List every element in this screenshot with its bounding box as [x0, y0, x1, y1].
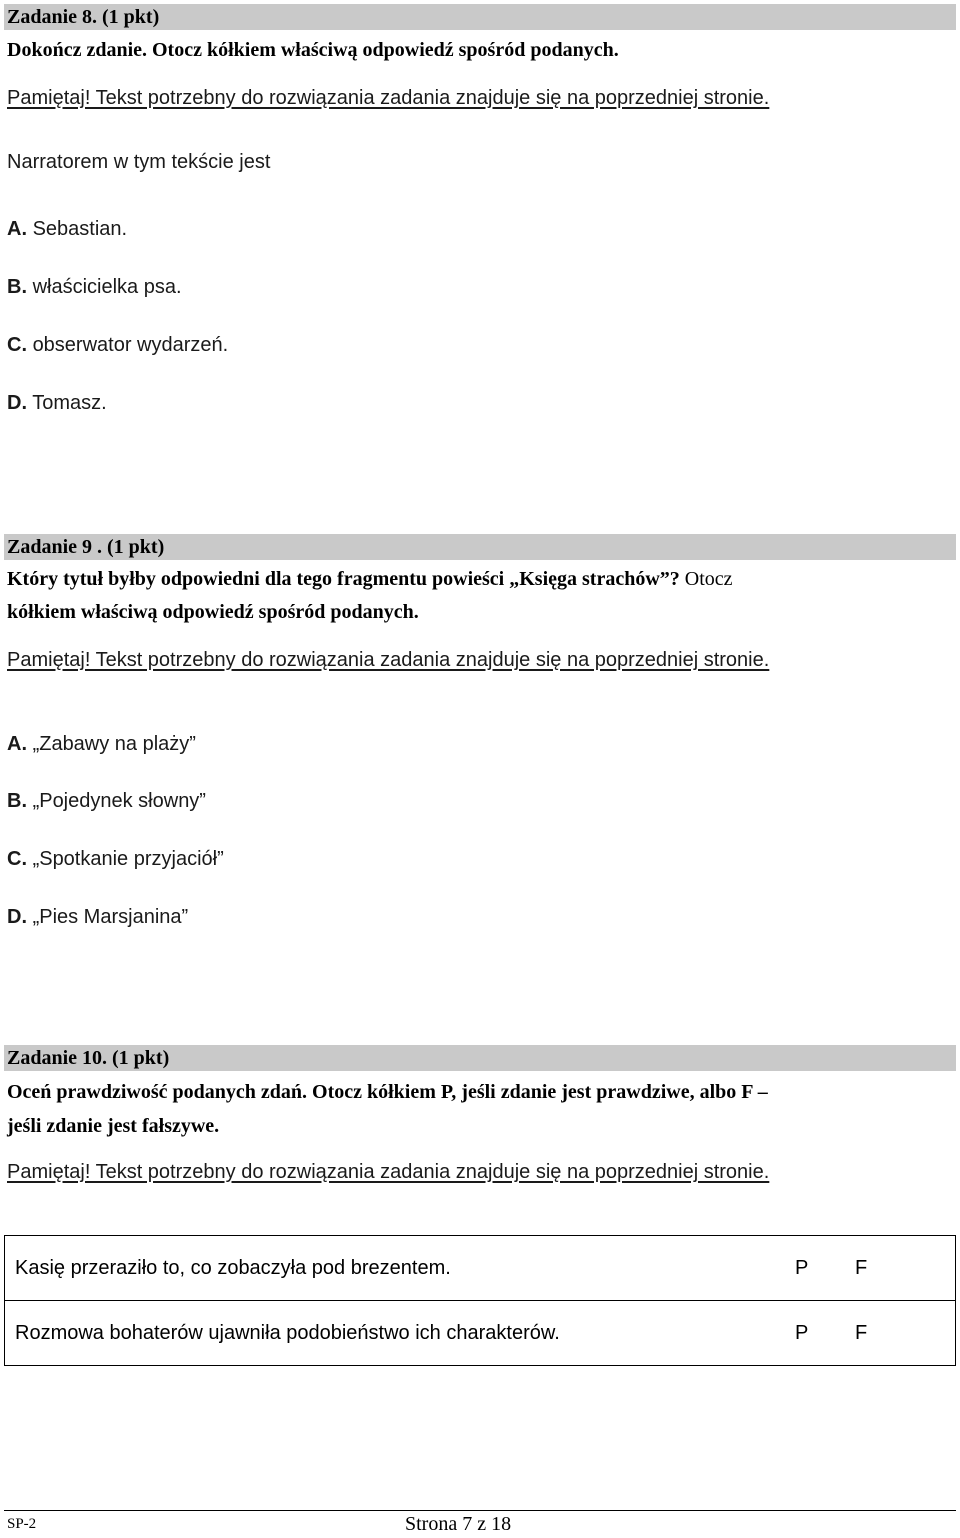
option-letter: D. [7, 392, 27, 414]
statement-cell: Rozmowa bohaterów ujawniła podobieństwo ich charakterów. [5, 1301, 786, 1366]
option-letter: C. [7, 334, 27, 356]
option-text: Tomasz. [32, 392, 107, 414]
true-false-table [4, 1235, 956, 1366]
answer-f[interactable]: F [855, 1256, 868, 1279]
answer-f[interactable]: F [855, 1321, 868, 1344]
task8-reminder-text: Pamiętaj! Tekst potrzebny do rozwiązania zadania znajduje się na poprzedniej stronie. [7, 87, 770, 109]
page-number: Strona 7 z 18 [405, 1513, 512, 1535]
answer-cell [785, 1301, 956, 1366]
task9-reminder [7, 647, 769, 673]
task9-instruction-bold: Który tytuł byłby odpowiedni dla tego fragmentu powieści „Księga strachów”? [7, 568, 680, 590]
option-text: „Spotkanie przyjaciół” [32, 848, 224, 870]
answer-p[interactable]: P [795, 1321, 809, 1344]
task8-option-c[interactable] [7, 332, 228, 358]
option-letter: B. [7, 790, 27, 812]
task8-option-b[interactable] [7, 274, 182, 300]
task10-reminder-text: Pamiętaj! Tekst potrzebny do rozwiązania zadania znajduje się na poprzedniej stronie. [7, 1161, 770, 1183]
answer-p[interactable]: P [795, 1256, 809, 1279]
task8-header: Zadanie 8. (1 pkt) [4, 4, 956, 30]
answer-cell [785, 1236, 956, 1301]
task10-header: Zadanie 10. (1 pkt) [4, 1045, 956, 1071]
task8-reminder [7, 85, 769, 111]
task8-instruction: Dokończ zdanie. Otocz kółkiem właściwą odpowiedź spośród podanych. [7, 39, 619, 61]
option-text: obserwator wydarzeń. [32, 334, 229, 356]
option-text: właścicielka psa. [32, 276, 182, 298]
task9-instruction [7, 563, 957, 595]
table-row [5, 1301, 956, 1366]
task9-reminder-text: Pamiętaj! Tekst potrzebny do rozwiązania zadania znajduje się na poprzedniej stronie. [7, 649, 770, 671]
footer-divider [4, 1510, 956, 1511]
task9-instruction-rest: Otocz [679, 568, 733, 590]
exam-code: SP-2 [7, 1516, 37, 1532]
task10-reminder [7, 1159, 769, 1185]
option-text: „Zabawy na plaży” [32, 733, 196, 755]
task9-instruction-line2: kółkiem właściwą odpowiedź spośród podanych. [7, 601, 419, 623]
option-letter: B. [7, 276, 27, 298]
task9-header: Zadanie 9 . (1 pkt) [4, 534, 956, 560]
option-letter: C. [7, 848, 27, 870]
option-letter: A. [7, 733, 27, 755]
task9-option-c[interactable] [7, 846, 224, 872]
task9-option-b[interactable] [7, 788, 206, 814]
task9-option-d[interactable] [7, 904, 188, 930]
option-text: „Pies Marsjanina” [32, 906, 189, 928]
option-text: „Pojedynek słowny” [32, 790, 206, 812]
task8-option-a[interactable] [7, 216, 127, 242]
table-row [5, 1236, 956, 1301]
task10-instruction-line2: jeśli zdanie jest fałszywe. [7, 1115, 220, 1137]
task8-stem: Narratorem w tym tekście jest [7, 151, 271, 173]
option-letter: D. [7, 906, 27, 928]
statement-cell: Kasię przeraziło to, co zobaczyła pod brezentem. [5, 1236, 786, 1301]
task8-option-d[interactable] [7, 390, 107, 416]
option-letter: A. [7, 218, 27, 240]
option-text: Sebastian. [32, 218, 128, 240]
task10-instruction: Oceń prawdziwość podanych zdań. Otocz kółkiem P, jeśli zdanie jest prawdziwe, albo F – [7, 1081, 768, 1103]
task9-option-a[interactable] [7, 731, 196, 757]
